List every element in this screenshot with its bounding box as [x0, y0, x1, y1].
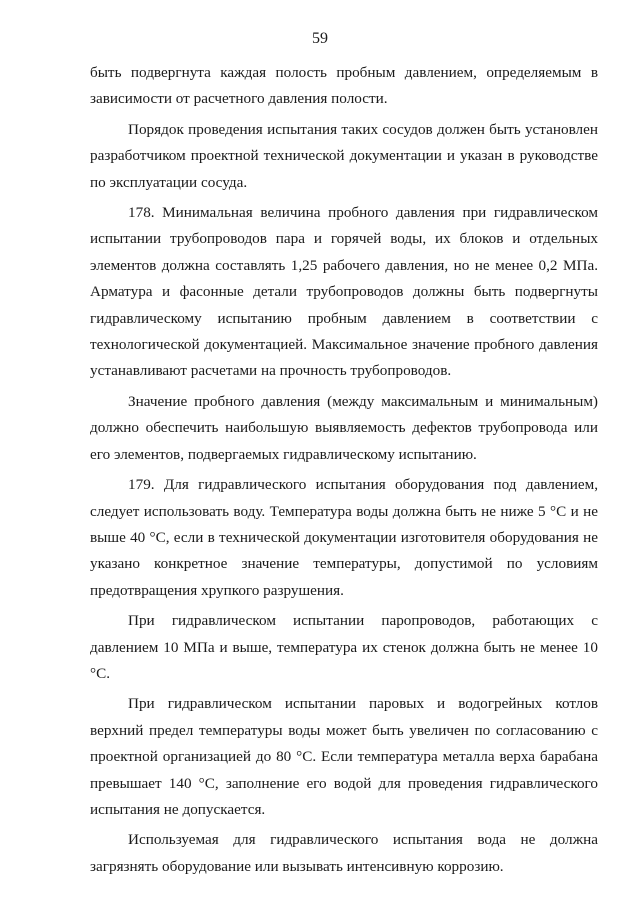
document-body [90, 60, 598, 884]
paragraph-clause-179: 179. Для гидравлического испытания оборудования под давлением, следует использовать воду. Температура воды должна быть не ниже 5 °C и не выше 40 °C, если в технической документации изготовителя оборудования не указано конкретное значение температуры, допустимой по условиям предотвращения хрупкого разрушения. [90, 476, 598, 599]
paragraph-water-quality: Используемая для гидравлического испытания вода не должна загрязнять оборудование или вызывать интенсивную коррозию. [90, 831, 598, 875]
paragraph-steam-pipelines-temperature: При гидравлическом испытании паропроводов, работающих с давлением 10 МПа и выше, температура их стенок должна быть не менее 10 °C. [90, 612, 598, 682]
page-number: 59 [312, 30, 328, 47]
paragraph-boiler-water-temperature: При гидравлическом испытании паровых и водогрейных котлов верхний предел температуры воды может быть увеличен по согласованию с проектной организацией до 80 °C. Если температура металла верха барабана превышает 140 °C, заполнение его водой для проведения гидравлического испытания не допускается. [90, 695, 598, 818]
paragraph-clause-178: 178. Минимальная величина пробного давления при гидравлическом испытании трубопроводов пара и горячей воды, их блоков и отдельных элементов должна составлять 1,25 рабочего давления, но не менее 0,2 МПа. Арматура и фасонные детали трубопроводов должны быть подвергнуты гидравлическому испытанию пробным давлением в соответствии с технологической документацией. Максимальное значение пробного давления устанавливают расчетами на прочность трубопроводов. [90, 204, 598, 380]
paragraph-continuation: быть подвергнута каждая полость пробным давлением, определяемым в зависимости от расчетного давления полости. [90, 64, 598, 108]
paragraph-vessel-test-procedure: Порядок проведения испытания таких сосудов должен быть установлен разработчиком проектной технической документации и указан в руководстве по эксплуатации сосуда. [90, 120, 598, 191]
paragraph-test-pressure-value: Значение пробного давления (между максимальным и минимальным) должно обеспечить наибольшую выявляемость дефектов трубопровода или его элементов, подвергаемых гидравлическому испытанию. [90, 392, 598, 463]
